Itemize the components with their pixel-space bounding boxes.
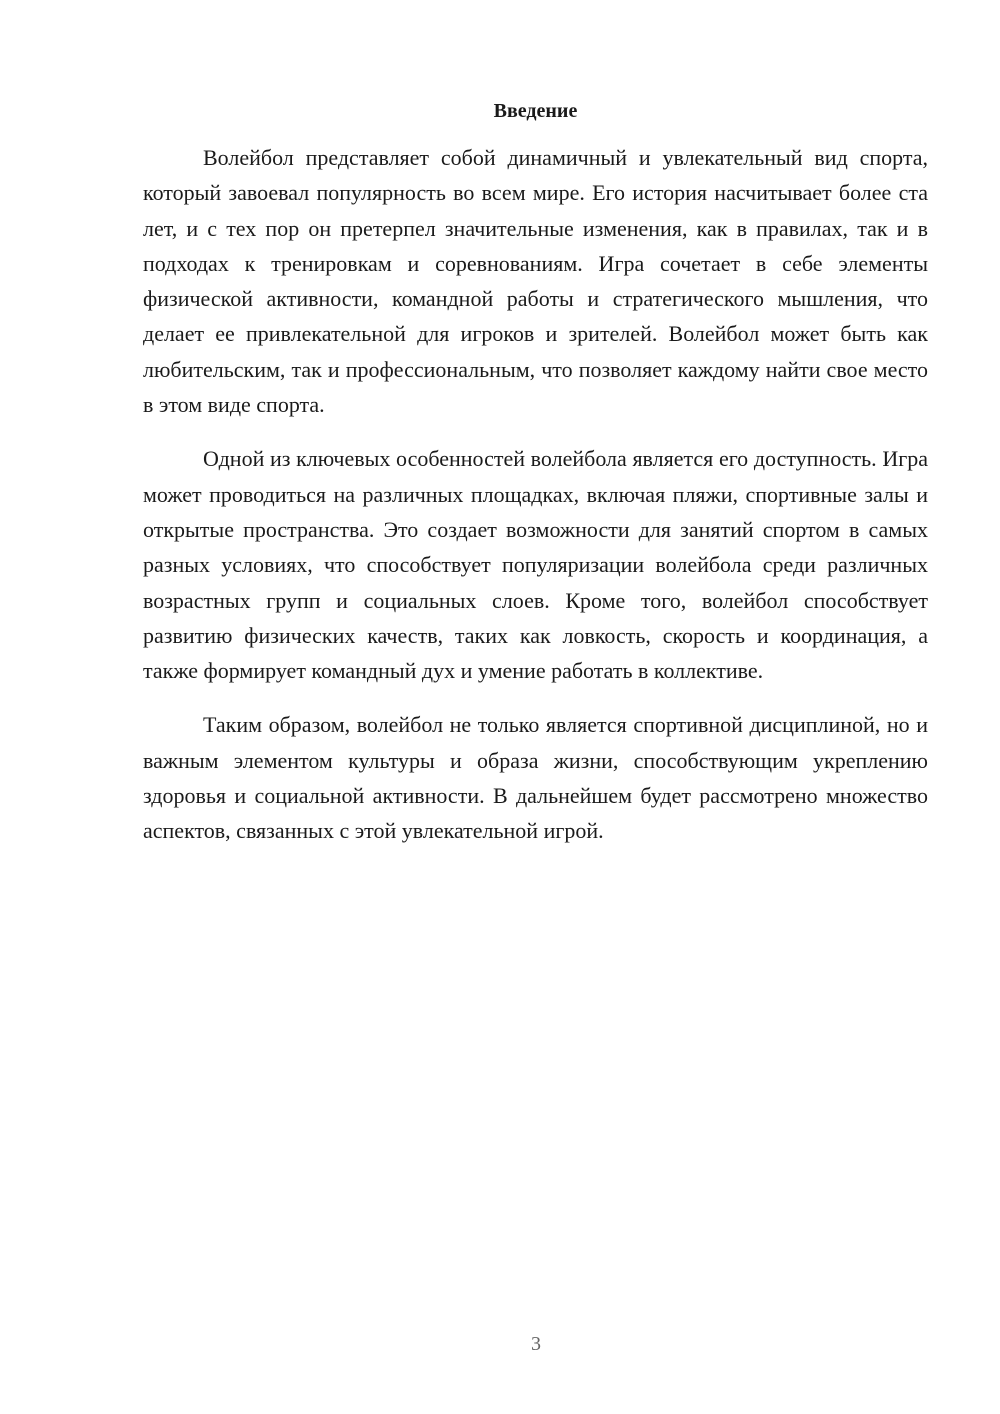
paragraph-3: Таким образом, волейбол не только является спортивной дисциплиной, но и важным элементом культуры и образа жизни, способствующим укреплению здоровья и социальной активности. В дальнейшем будет рассмотрено множество аспектов, связанных с этой увлекательной игрой.	[143, 712, 928, 844]
page-number: 3	[531, 1333, 541, 1355]
document-body	[143, 96, 928, 868]
paragraph-1: Волейбол представляет собой динамичный и увлекательный вид спорта, который завоевал популярность во всем мире. Его история насчитывает более ста лет, и с тех пор он претерпел значительные изменения, как в правилах, так и в подходах к тренировкам и соревнованиям. Игра сочетает в себе элементы физической активности, командной работы и стратегического мышления, что делает ее привлекательной для игроков и зрителей. Волейбол может быть как любительским, так и профессиональным, что позволяет каждому найти свое место в этом виде спорта.	[143, 145, 928, 418]
section-title: Введение	[493, 100, 578, 122]
paragraph-2: Одной из ключевых особенностей волейбола является его доступность. Игра может проводиться на различных площадках, включая пляжи, спортивные залы и открытые пространства. Это создает возможности для занятий спортом в самых разных условиях, что способствует популяризации волейбола среди различных возрастных групп и социальных слоев. Кроме того, волейбол способствует развитию физических качеств, таких как ловкость, скорость и координация, а также формирует командный дух и умение работать в коллективе.	[143, 446, 928, 684]
